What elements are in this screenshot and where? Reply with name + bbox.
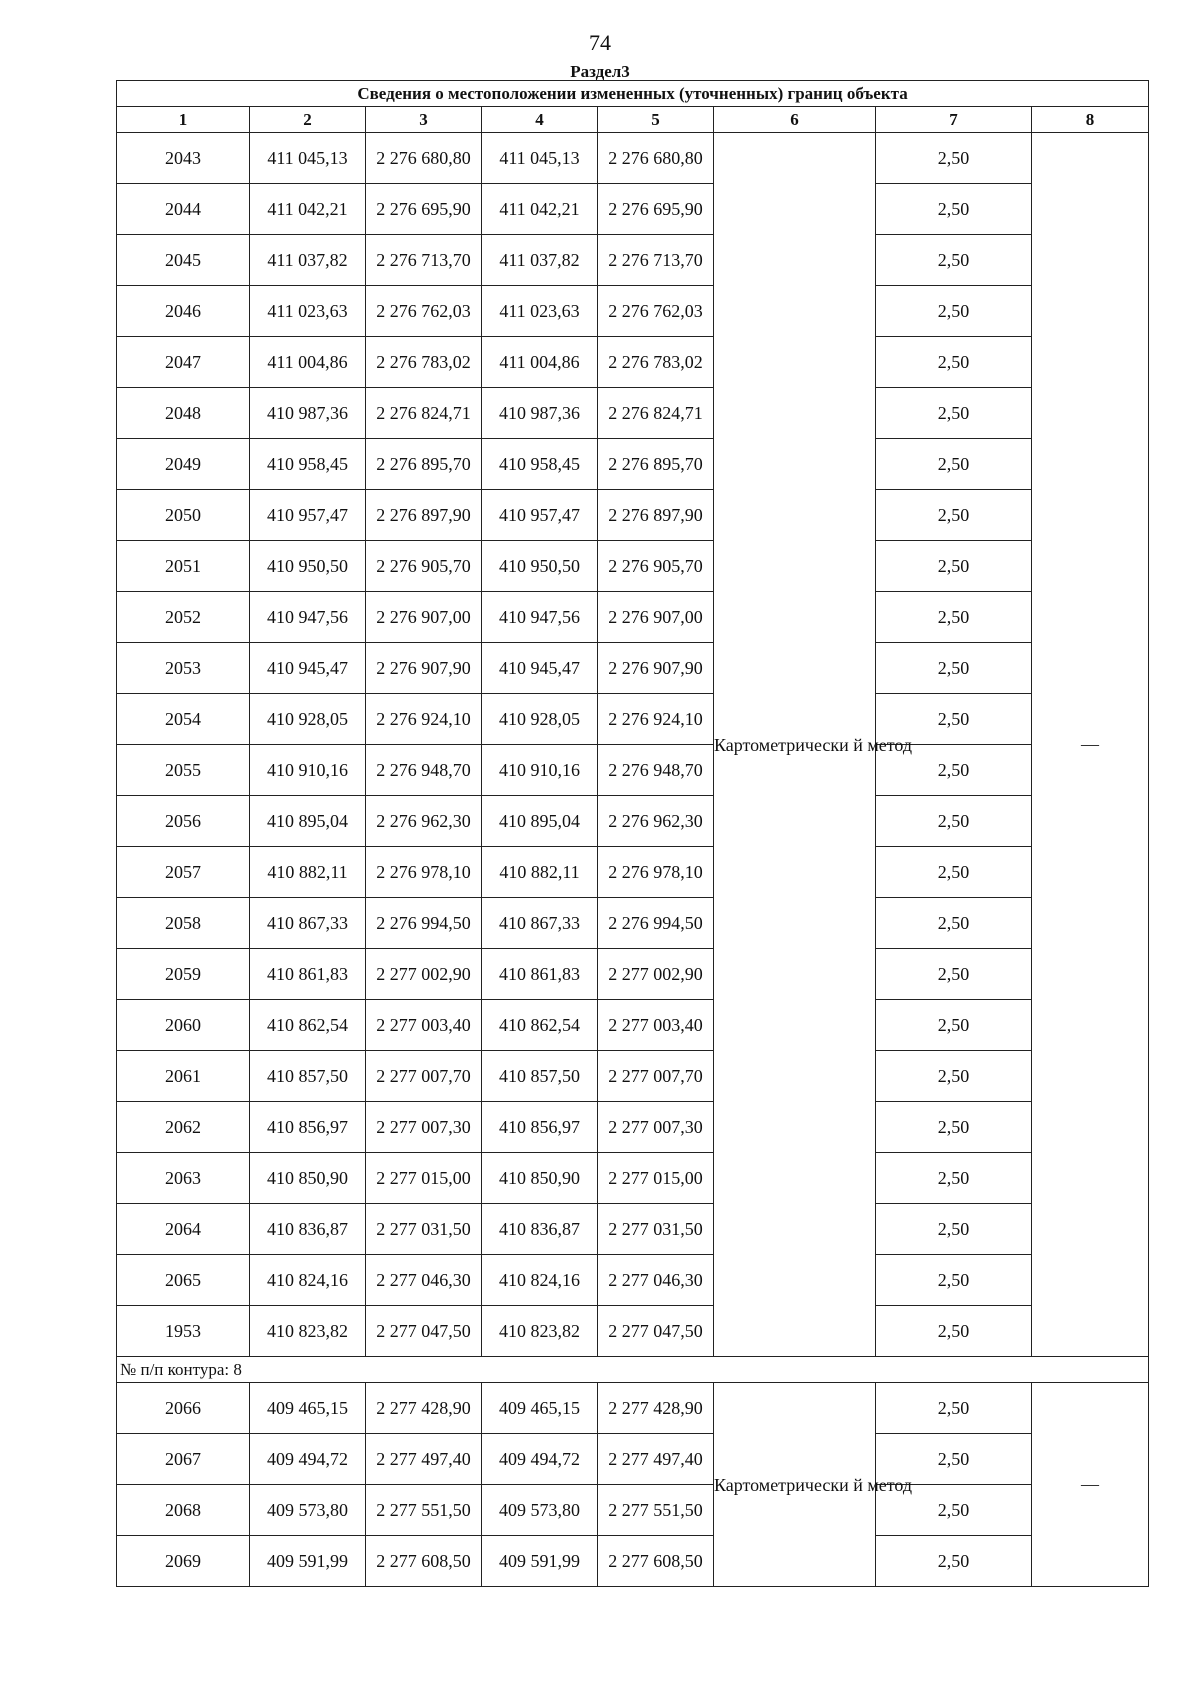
table-cell: 2 276 962,30	[598, 796, 714, 847]
table-cell: 2 276 924,10	[598, 694, 714, 745]
table-cell: 410 947,56	[250, 592, 366, 643]
table-cell: 2 276 924,10	[366, 694, 482, 745]
table-cell: 2068	[117, 1485, 250, 1536]
table-row	[117, 184, 1149, 235]
table-cell: 2 277 015,00	[366, 1153, 482, 1204]
table-cell: 410 958,45	[250, 439, 366, 490]
table-cell: 410 862,54	[250, 1000, 366, 1051]
table-row	[117, 439, 1149, 490]
table-cell: 410 850,90	[482, 1153, 598, 1204]
table-cell: 410 987,36	[250, 388, 366, 439]
table-cell: 410 950,50	[482, 541, 598, 592]
table-cell: 2,50	[876, 388, 1032, 439]
table-cell: 2050	[117, 490, 250, 541]
table-cell: 2 276 713,70	[366, 235, 482, 286]
table-cell: 2044	[117, 184, 250, 235]
table-cell: 2 276 907,00	[366, 592, 482, 643]
table-cell: 2 276 783,02	[366, 337, 482, 388]
table-row	[117, 592, 1149, 643]
table-cell: 2060	[117, 1000, 250, 1051]
table-cell: 2 277 007,30	[598, 1102, 714, 1153]
column-header: 2	[250, 107, 366, 133]
table-row	[117, 541, 1149, 592]
table-cell: 410 862,54	[482, 1000, 598, 1051]
table-cell: 2 277 608,50	[598, 1536, 714, 1587]
table-cell: 411 045,13	[482, 133, 598, 184]
table-cell: 2065	[117, 1255, 250, 1306]
table-row	[117, 1536, 1149, 1587]
table-cell: 2 277 608,50	[366, 1536, 482, 1587]
table-cell: 2 277 031,50	[366, 1204, 482, 1255]
table-caption: Сведения о местоположении измененных (уточненных) границ объекта	[117, 81, 1149, 107]
table-cell: 2,50	[876, 541, 1032, 592]
table-cell: 2 276 962,30	[366, 796, 482, 847]
table-cell: 2055	[117, 745, 250, 796]
table-cell: 411 037,82	[250, 235, 366, 286]
col8-cell: —	[1032, 1383, 1149, 1587]
table-cell: 2,50	[876, 1306, 1032, 1357]
table-row	[117, 1383, 1149, 1434]
table-cell: 409 465,15	[482, 1383, 598, 1434]
table-cell: 2 277 497,40	[366, 1434, 482, 1485]
table-cell: 2057	[117, 847, 250, 898]
table-cell: 2 276 695,90	[366, 184, 482, 235]
table-cell: 411 037,82	[482, 235, 598, 286]
table-row	[117, 388, 1149, 439]
table-cell: 2049	[117, 439, 250, 490]
table-cell: 2052	[117, 592, 250, 643]
table-cell: 2 276 895,70	[366, 439, 482, 490]
table-cell: 2,50	[876, 184, 1032, 235]
table-cell: 2061	[117, 1051, 250, 1102]
table-cell: 2066	[117, 1383, 250, 1434]
contour-label: № п/п контура: 8	[117, 1357, 1149, 1383]
table-cell: 2 276 978,10	[366, 847, 482, 898]
table-cell: 2 276 907,90	[366, 643, 482, 694]
table-cell: 411 004,86	[250, 337, 366, 388]
table-cell: 2,50	[876, 235, 1032, 286]
table-cell: 2 276 897,90	[598, 490, 714, 541]
table-cell: 2 277 428,90	[366, 1383, 482, 1434]
table-cell: 410 945,47	[482, 643, 598, 694]
table-row	[117, 745, 1149, 796]
table-cell: 410 823,82	[250, 1306, 366, 1357]
table-cell: 2,50	[876, 286, 1032, 337]
table-cell: 2 276 824,71	[366, 388, 482, 439]
page-number: 74	[589, 30, 611, 55]
table-cell: 2 276 907,90	[598, 643, 714, 694]
col8-cell: —	[1032, 133, 1149, 1357]
table-cell: 2,50	[876, 847, 1032, 898]
table-cell: 2 277 551,50	[598, 1485, 714, 1536]
table-cell: 410 957,47	[482, 490, 598, 541]
column-header: 1	[117, 107, 250, 133]
table-row	[117, 643, 1149, 694]
table-cell: 2 277 007,70	[598, 1051, 714, 1102]
table-cell: 2 276 680,80	[598, 133, 714, 184]
table-cell: 2,50	[876, 592, 1032, 643]
table-cell: 2,50	[876, 694, 1032, 745]
table-cell: 2,50	[876, 1153, 1032, 1204]
table-cell: 2,50	[876, 1102, 1032, 1153]
table-cell: 2,50	[876, 1204, 1032, 1255]
table-cell: 2 277 003,40	[598, 1000, 714, 1051]
table-row	[117, 796, 1149, 847]
table-cell: 410 836,87	[250, 1204, 366, 1255]
contour-label-row	[117, 1357, 1149, 1383]
table-cell: 410 895,04	[250, 796, 366, 847]
table-cell: 410 958,45	[482, 439, 598, 490]
column-header: 5	[598, 107, 714, 133]
table-row	[117, 1434, 1149, 1485]
table-row	[117, 1051, 1149, 1102]
table-cell: 2 276 978,10	[598, 847, 714, 898]
table-cell: 2,50	[876, 133, 1032, 184]
table-cell: 2 276 680,80	[366, 133, 482, 184]
table-row	[117, 286, 1149, 337]
table-cell: 2047	[117, 337, 250, 388]
table-cell: 410 947,56	[482, 592, 598, 643]
table-cell: 2043	[117, 133, 250, 184]
table-cell: 410 861,83	[250, 949, 366, 1000]
table-cell: 2 277 046,30	[598, 1255, 714, 1306]
table-cell: 2 276 897,90	[366, 490, 482, 541]
table-cell: 2 276 948,70	[598, 745, 714, 796]
table-cell: 410 824,16	[482, 1255, 598, 1306]
table-cell: 410 882,11	[250, 847, 366, 898]
table-cell: 2059	[117, 949, 250, 1000]
table-cell: 2 277 047,50	[366, 1306, 482, 1357]
table-cell: 410 928,05	[482, 694, 598, 745]
table-cell: 2067	[117, 1434, 250, 1485]
table-cell: 411 042,21	[482, 184, 598, 235]
table-row	[117, 1255, 1149, 1306]
method-cell: Картометрически й метод	[714, 133, 876, 1357]
table-cell: 2058	[117, 898, 250, 949]
table-cell: 2,50	[876, 1051, 1032, 1102]
table-cell: 411 004,86	[482, 337, 598, 388]
table-cell: 2 276 994,50	[366, 898, 482, 949]
table-cell: 2 277 003,40	[366, 1000, 482, 1051]
table-row	[117, 1306, 1149, 1357]
table-cell: 2,50	[876, 1000, 1032, 1051]
table-cell: 410 856,97	[482, 1102, 598, 1153]
table-cell: 2056	[117, 796, 250, 847]
column-header: 8	[1032, 107, 1149, 133]
table-cell: 409 494,72	[482, 1434, 598, 1485]
table-cell: 2 277 007,30	[366, 1102, 482, 1153]
table-cell: 410 836,87	[482, 1204, 598, 1255]
table-cell: 2,50	[876, 1255, 1032, 1306]
table-cell: 2063	[117, 1153, 250, 1204]
table-cell: 2051	[117, 541, 250, 592]
table-cell: 2 276 713,70	[598, 235, 714, 286]
table-cell: 2,50	[876, 1485, 1032, 1536]
table-cell: 2,50	[876, 490, 1032, 541]
table-cell: 2 276 695,90	[598, 184, 714, 235]
table-cell: 409 494,72	[250, 1434, 366, 1485]
table-cell: 410 910,16	[482, 745, 598, 796]
table-cell: 2 276 994,50	[598, 898, 714, 949]
table-cell: 2 277 002,90	[598, 949, 714, 1000]
table-cell: 410 857,50	[482, 1051, 598, 1102]
table-cell: 2,50	[876, 1383, 1032, 1434]
table-cell: 2 276 895,70	[598, 439, 714, 490]
table-cell: 2 277 497,40	[598, 1434, 714, 1485]
table-cell: 410 957,47	[250, 490, 366, 541]
table-cell: 410 945,47	[250, 643, 366, 694]
table-cell: 2,50	[876, 1536, 1032, 1587]
table-cell: 2045	[117, 235, 250, 286]
table-cell: 409 591,99	[482, 1536, 598, 1587]
table-cell: 2,50	[876, 1434, 1032, 1485]
table-cell: 2 277 002,90	[366, 949, 482, 1000]
table-cell: 410 895,04	[482, 796, 598, 847]
table-cell: 411 042,21	[250, 184, 366, 235]
table-cell: 410 882,11	[482, 847, 598, 898]
section-title: Раздел3	[570, 62, 630, 81]
table-row	[117, 490, 1149, 541]
table-row	[117, 1000, 1149, 1051]
table-cell: 409 591,99	[250, 1536, 366, 1587]
table-cell: 2 276 907,00	[598, 592, 714, 643]
column-header: 7	[876, 107, 1032, 133]
table-cell: 2064	[117, 1204, 250, 1255]
table-row	[117, 1102, 1149, 1153]
table-cell: 2069	[117, 1536, 250, 1587]
table-cell: 409 573,80	[482, 1485, 598, 1536]
table-cell: 2,50	[876, 949, 1032, 1000]
table-cell: 2,50	[876, 337, 1032, 388]
table-cell: 409 465,15	[250, 1383, 366, 1434]
coordinates-table	[116, 80, 1149, 1587]
column-header: 6	[714, 107, 876, 133]
table-row	[117, 133, 1149, 184]
table-cell: 410 910,16	[250, 745, 366, 796]
table-cell: 410 857,50	[250, 1051, 366, 1102]
table-row	[117, 1153, 1149, 1204]
table-row	[117, 1204, 1149, 1255]
table-cell: 2 276 783,02	[598, 337, 714, 388]
table-cell: 410 823,82	[482, 1306, 598, 1357]
table-row	[117, 949, 1149, 1000]
table-cell: 411 023,63	[482, 286, 598, 337]
table-row	[117, 847, 1149, 898]
table-cell: 411 045,13	[250, 133, 366, 184]
table-cell: 2046	[117, 286, 250, 337]
table-cell: 2,50	[876, 745, 1032, 796]
table-row	[117, 337, 1149, 388]
column-header: 3	[366, 107, 482, 133]
table-cell: 2 277 428,90	[598, 1383, 714, 1434]
table-cell: 2 276 948,70	[366, 745, 482, 796]
table-cell: 2 276 762,03	[598, 286, 714, 337]
table-cell: 410 850,90	[250, 1153, 366, 1204]
table-cell: 1953	[117, 1306, 250, 1357]
table-cell: 410 861,83	[482, 949, 598, 1000]
table-cell: 410 950,50	[250, 541, 366, 592]
table-cell: 2 277 031,50	[598, 1204, 714, 1255]
table-row	[117, 1485, 1149, 1536]
table-cell: 2 276 762,03	[366, 286, 482, 337]
method-cell: Картометрически й метод	[714, 1383, 876, 1587]
table-cell: 2062	[117, 1102, 250, 1153]
table-cell: 410 856,97	[250, 1102, 366, 1153]
table-cell: 2 277 047,50	[598, 1306, 714, 1357]
table-cell: 410 867,33	[482, 898, 598, 949]
table-row	[117, 898, 1149, 949]
table-cell: 411 023,63	[250, 286, 366, 337]
table-cell: 2054	[117, 694, 250, 745]
table-cell: 410 824,16	[250, 1255, 366, 1306]
table-row	[117, 235, 1149, 286]
table-cell: 410 867,33	[250, 898, 366, 949]
table-cell: 2,50	[876, 643, 1032, 694]
table-cell: 2 277 007,70	[366, 1051, 482, 1102]
table-cell: 409 573,80	[250, 1485, 366, 1536]
table-cell: 2 276 905,70	[366, 541, 482, 592]
table-cell: 2,50	[876, 439, 1032, 490]
table-row	[117, 694, 1149, 745]
table-cell: 2053	[117, 643, 250, 694]
table-cell: 2 276 824,71	[598, 388, 714, 439]
table-cell: 2 276 905,70	[598, 541, 714, 592]
column-header: 4	[482, 107, 598, 133]
table-cell: 2 277 015,00	[598, 1153, 714, 1204]
table-cell: 2,50	[876, 898, 1032, 949]
table-cell: 410 928,05	[250, 694, 366, 745]
table-cell: 2 277 551,50	[366, 1485, 482, 1536]
table-cell: 410 987,36	[482, 388, 598, 439]
table-cell: 2048	[117, 388, 250, 439]
table-cell: 2,50	[876, 796, 1032, 847]
table-cell: 2 277 046,30	[366, 1255, 482, 1306]
